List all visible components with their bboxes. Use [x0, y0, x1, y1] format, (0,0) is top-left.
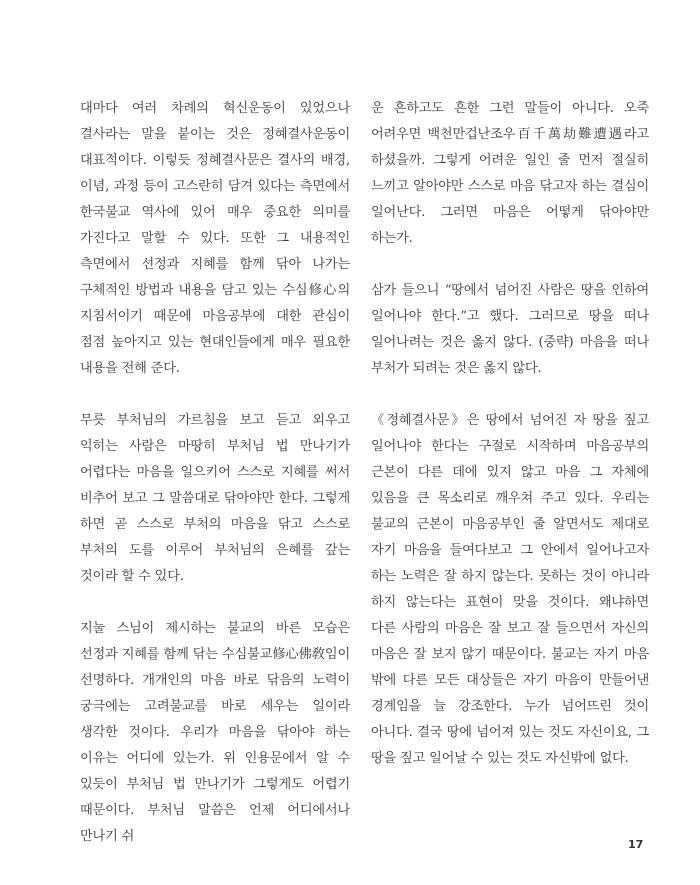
left-column: [80, 96, 350, 850]
body-paragraph: 《정혜결사문》은 땅에서 넘어진 자 땅을 짚고 일어나야 한다는 구절로 시작하며 마음공부의 근본이 다른 데에 있지 않고 마음 그 자체에 있음을 큰 목소리로 깨우쳐 주고 있다. 우리는 불교의 근본이 마음공부인 줄 알면서도 제대로 자기 마음을 들여다보고 그 안에서 일어나고자 하는 노력은 잘 하지 않는다. 못하는 것이 아니라 하지 않는다는 표현이 맞을 것이다. 왜냐하면 다른 사람의 마음은 잘 보고 잘 들으면서 자신의 마음은 잘 보지 않기 때문이다. 불교는 자기 마음 밖에 다른 모든 대상들은 자기 마음이 만들어낸 경계임을 늘 강조한다. 누가 넘어뜨린 것이 아니다. 결국 땅에 넘어져 있는 것도 자신이요, 그 땅을 짚고 일어날 수 있는 것도 자신밖에 없다.: [371, 413, 649, 766]
body-paragraph: 지눌 스님이 제시하는 불교의 바른 모습은 선정과 지혜를 함께 닦는 수심불교修心佛敎임이 선명하다. 개개인의 마음 바로 닦음의 노력이 궁극에는 고려불교를 바로 세우는 일이라 생각한 것이다. 우리가 마음을 닦아야 하는 이유는 어디에 있는가. 위 인용문에서 알 수 있듯이 부처님 법 만나기가 그렇게도 어렵기 때문이다. 부처님 말씀은 언제 어디에서나 만나기 쉬: [80, 621, 350, 844]
body-paragraph: 대마다 여러 차례의 혁신운동이 있었으나 결사라는 말을 붙이는 것은 정혜결사운동이 대표적이다. 이렇듯 정혜결사문은 결사의 배경, 이념, 과정 등이 고스란히 담겨 있다는 측면에서 한국불교 역사에 있어 매우 중요한 의미를 가진다고 말할 수 있다. 또한 그 내용적인 측면에서 선정과 지혜를 함께 닦아 나가는 구체적인 방법과 내용을 담고 있는 수심修心의 지침서이기 때문에 마음공부에 대한 관심이 점점 높아지고 있는 현대인들에게 매우 필요한 내용을 전해 준다.: [80, 101, 350, 376]
body-paragraph: 운 흔하고도 흔한 그런 말들이 아니다. 오죽 어려우면 백천만겁난조우百千萬劫難遭遇라고 하셨을까. 그렇게 어려운 일인 줄 먼저 절실히 느끼고 알아야만 스스로 마음 닦고자 하는 결심이 일어난다. 그러면 마음은 어떻게 닦아야만 하는가.: [371, 101, 649, 246]
quotation-paragraph: 삼가 들으니 “땅에서 넘어진 사람은 땅을 인하여 일어나야 한다.”고 했다. 그러므로 땅을 떠나 일어나려는 것은 옳지 않다. (중략) 마음을 떠나 부처가 되려는 것은 옳지 않다.: [371, 283, 649, 376]
body-paragraph: 무릇 부처님의 가르침을 보고 듣고 외우고 익히는 사람은 마땅히 부처님 법 만나기가 어렵다는 마음을 일으키어 스스로 지혜를 써서 비추어 보고 그 말씀대로 닦아야만 한다. 그렇게 하면 곧 스스로 부처의 마음을 닦고 스스로 부처의 도를 이루어 부처님의 은혜를 갚는 것이라 할 수 있다.: [80, 413, 350, 584]
right-column: [371, 96, 649, 772]
page-number: 17: [628, 838, 644, 851]
